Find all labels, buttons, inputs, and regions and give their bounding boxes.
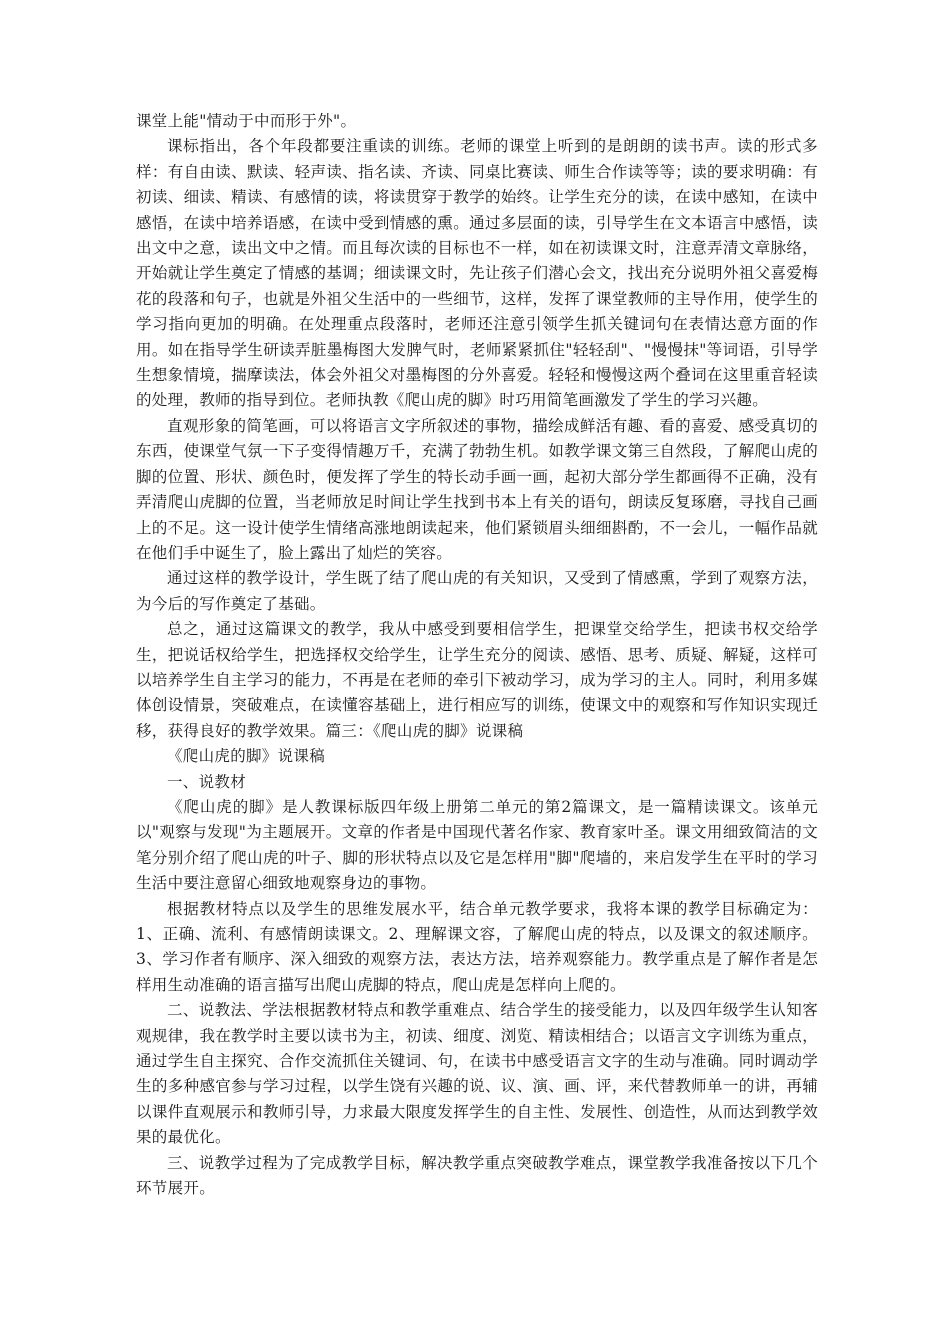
paragraph-teaching-process: 三、说教学过程为了完成教学目标，解决教学重点突破教学难点，课堂教学我准备按以下几个环节展开。 <box>136 1153 818 1198</box>
paragraph-continuation: 课堂上能"情动于中而形于外"。 <box>136 112 357 130</box>
paragraph-teaching-goals: 根据教材特点以及学生的思维发展水平，结合单元教学要求，我将本课的教学目标确定为：1、正确、流利、有感情朗读课文。2、理解课文容，了解爬山虎的特点，以及课文的叙述顺序。3、学习作者有顺序、深入细致的观察方法，表达方法，培养观察能力。教学重点是了解作者是怎样用生动准确的语言描写出爬山虎脚的特点，爬山虎是怎样向上爬的。 <box>136 899 818 994</box>
paragraph-textbook-intro: 《爬山虎的脚》是人教课标版四年级上册第二单元的第2篇课文，是一篇精读课文。该单元以"观察与发现"为主题展开。文章的作者是中国现代著名作家、教育家叶圣。课文用细致简洁的文笔分别介绍了爬山虎的叶子、脚的形状特点以及它是怎样用"脚"爬墙的，来启发学生在平时的学习生活中要注意留心细致地观察身边的事物。 <box>136 797 818 893</box>
paragraph-teaching-design: 通过这样的教学设计，学生既了结了爬山虎的有关知识，又受到了情感熏，学到了观察方法，为今后的写作奠定了基础。 <box>136 569 818 613</box>
document-body <box>136 109 818 1201</box>
paragraph-reading-training: 课标指出，各个年段都要注重读的训练。老师的课堂上听到的是朗朗的读书声。读的形式多样：有自由读、默读、轻声读、指名读、齐读、同桌比赛读、师生合作读等等；读的要求明确：有初读、细读、精读、有感情的读，将读贯穿于教学的始终。让学生充分的读，在读中感知，在读中感悟，在读中培养语感，在读中受到情感的熏。通过多层面的读，引导学生在文本语言中感悟，读出文中之意，读出文中之情。而且每次读的目标也不一样，如在初读课文时，注意弄清文章脉络，开始就让学生奠定了情感的基调；细读课文时，先让孩子们潜心会文，找出充分说明外祖父喜爱梅花的段落和句子，也就是外祖父生活中的一些细节，这样，发挥了课堂教师的主导作用，使学生的学习指向更加的明确。在处理重点段落时，老师还注意引领学生抓关键词句在表情达意方面的作用。如在指导学生研读弄脏墨梅图大发脾气时，老师紧紧抓住"轻轻刮"、"慢慢抹"等词语，引导学生想象情境，揣摩读法，体会外祖父对墨梅图的分外喜爱。轻轻和慢慢这两个叠词在这里重音轻读的处理，教师的指导到位。老师执教《爬山虎的脚》时巧用简笔画激发了学生的学习兴趣。 <box>136 137 818 410</box>
paragraph-summary: 总之，通过这篇课文的教学，我从中感受到要相信学生，把课堂交给学生，把读书权交给学生，把说话权给学生，把选择权交给学生，让学生充分的阅读、感悟、思考、质疑、解疑，这样可以培养学生自主学习的能力，不再是在老师的牵引下被动学习，成为学习的主人。同时，利用多媒体创设情景，突破难点，在读懂容基础上，进行相应写的训练，使课文中的观察和写作知识实现迁移，获得良好的教学效果。篇三：《爬山虎的脚》说课稿 <box>136 620 818 740</box>
paragraph-simple-drawing: 直观形象的简笔画，可以将语言文字所叙述的事物，描绘成鲜活有趣、看的喜爱、感受真切的东西，使课堂气氛一下子变得情趣万千，充满了勃勃生机。如教学课文第三自然段，了解爬山虎的脚的位置、形状、颜色时，便发挥了学生的特长动手画一画，起初大部分学生都画得不正确，没有弄清爬山虎脚的位置，当老师放足时间让学生找到书本上有关的语句，朗读反复琢磨，寻找自己画上的不足。这一设计使学生情绪高涨地朗读起来，他们紧锁眉头细细斟酌，不一会儿，一幅作品就在他们手中诞生了，脸上露出了灿烂的笑容。 <box>136 416 818 562</box>
heading-textbook: 一、说教材 <box>167 772 247 791</box>
paragraph-teaching-methods: 二、说教法、学法根据教材特点和教学重难点、结合学生的接受能力，以及四年级学生认知客观规律，我在教学时主要以读书为主，初读、细度、浏览、精读相结合；以语言文字训练为重点，通过学生自主探究、合作交流抓住关键词、句，在读书中感受语言文字的生动与准确。同时调动学生的多种感官参与学习过程，以学生饶有兴趣的说、议、演、画、评，来代替教师单一的讲，再辅以课件直观展示和教师引导，力求最大限度发挥学生的自主性、发展性、创造性，从而达到教学效果的最优化。 <box>136 1001 818 1147</box>
section-title: 《爬山虎的脚》说课稿 <box>167 747 326 766</box>
